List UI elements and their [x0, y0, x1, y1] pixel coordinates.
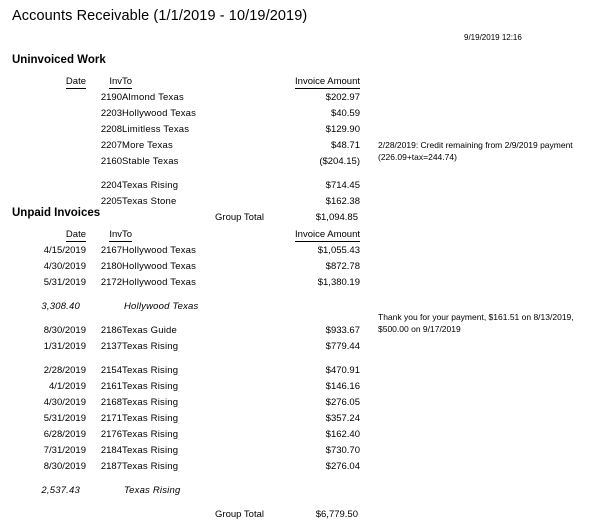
column-header-to: To	[122, 229, 133, 240]
cell-amount: $202.97	[325, 92, 360, 103]
cell-inv: 2187	[100, 461, 122, 472]
group-total-row	[12, 507, 360, 523]
group-total-label: Group Total	[215, 509, 264, 520]
subtotal-row-texas-rising	[12, 483, 360, 499]
column-header-date: Date	[65, 229, 86, 240]
cell-to: Stable Texas	[122, 156, 179, 167]
cell-to: Texas Rising	[122, 381, 179, 392]
cell-inv: 2172	[100, 277, 122, 288]
cell-date	[12, 122, 86, 138]
cell-to: Hollywood Texas	[122, 277, 197, 288]
cell-amount: $276.05	[325, 397, 360, 408]
report-timestamp: 9/19/2019 12:16	[464, 33, 522, 42]
cell-amount: $933.67	[325, 325, 360, 336]
cell-inv: 2190	[100, 92, 122, 103]
table-row	[12, 443, 360, 459]
cell-amount: $162.40	[325, 429, 360, 440]
cell-to: Texas Rising	[122, 445, 179, 456]
cell-inv: 2160	[100, 156, 122, 167]
group-total-amount: $6,779.50	[315, 509, 358, 520]
cell-to: Texas Rising	[122, 413, 179, 424]
note-payment-thanks: Thank you for your payment, $161.51 on 8/13/2019, $500.00 on 9/17/2019	[378, 312, 574, 334]
cell-amount: $40.59	[330, 108, 360, 119]
cell-amount: $714.45	[325, 180, 360, 191]
cell-date: 8/30/2019	[43, 461, 86, 472]
table-row	[12, 178, 360, 194]
cell-inv: 2154	[100, 365, 122, 376]
table-row	[12, 90, 360, 106]
table-row	[12, 379, 360, 395]
cell-date: 5/31/2019	[43, 277, 86, 288]
cell-amount: $779.44	[325, 341, 360, 352]
table-row	[12, 106, 360, 122]
subtotal-value: 2,537.43	[41, 485, 80, 496]
cell-inv: 2167	[100, 245, 122, 256]
cell-inv: 2208	[100, 124, 122, 135]
cell-inv: 2161	[100, 381, 122, 392]
cell-inv: 2168	[100, 397, 122, 408]
cell-inv: 2207	[100, 140, 122, 151]
cell-date: 4/1/2019	[49, 381, 86, 392]
cell-amount: $162.38	[325, 196, 360, 207]
group-total-label: Group Total	[215, 212, 264, 223]
cell-amount: $146.16	[325, 381, 360, 392]
column-header-inv: Inv	[109, 229, 122, 240]
cell-date: 4/30/2019	[43, 397, 86, 408]
cell-amount: $470.91	[325, 365, 360, 376]
column-header-invoice-amount: Invoice Amount	[295, 229, 360, 240]
cell-inv: 2137	[100, 341, 122, 352]
spacer-row	[12, 291, 360, 299]
cell-amount: $129.90	[325, 124, 360, 135]
cell-to: Texas Rising	[122, 461, 179, 472]
cell-date: 7/31/2019	[43, 445, 86, 456]
table-row	[12, 122, 360, 138]
cell-amount: $730.70	[325, 445, 360, 456]
cell-to: Texas Rising	[122, 341, 179, 352]
column-header-inv: Inv	[109, 76, 122, 87]
section-heading-uninvoiced-work: Uninvoiced Work	[12, 54, 106, 66]
cell-date	[12, 138, 86, 154]
table-row	[12, 138, 360, 154]
group-total-amount: $1,094.85	[315, 212, 358, 223]
cell-to: Hollywood Texas	[122, 261, 197, 272]
note-credit-remaining: 2/28/2019: Credit remaining from 2/9/2019 payment (226.09+tax=244.74)	[378, 140, 573, 162]
column-header-to: To	[122, 76, 133, 87]
subtotal-label: Hollywood Texas	[124, 301, 199, 312]
cell-date: 4/30/2019	[43, 261, 86, 272]
table-row	[12, 243, 360, 259]
cell-to: Hollywood Texas	[122, 245, 197, 256]
cell-amount: $872.78	[325, 261, 360, 272]
cell-date: 4/15/2019	[43, 245, 86, 256]
cell-to: Almond Texas	[122, 92, 184, 103]
cell-date	[12, 178, 86, 194]
cell-date: 1/31/2019	[43, 341, 86, 352]
spacer-row	[12, 475, 360, 483]
cell-to: Limitless Texas	[122, 124, 190, 135]
subtotal-label: Texas Rising	[124, 485, 181, 496]
cell-inv: 2180	[100, 261, 122, 272]
spacer-row	[12, 315, 360, 323]
table-row	[12, 275, 360, 291]
cell-date	[12, 106, 86, 122]
cell-amount: $357.24	[325, 413, 360, 424]
cell-date: 5/31/2019	[43, 413, 86, 424]
table-row	[12, 411, 360, 427]
cell-to: Texas Rising	[122, 429, 179, 440]
cell-amount: $276.04	[325, 461, 360, 472]
cell-to: Texas Stone	[122, 196, 177, 207]
table-row	[12, 363, 360, 379]
table-row	[12, 427, 360, 443]
spacer-row	[12, 170, 360, 178]
unpaid-invoices-table	[12, 227, 360, 523]
spacer-row	[12, 499, 360, 507]
table-row	[12, 323, 360, 339]
column-header-invoice-amount: Invoice Amount	[295, 76, 360, 87]
cell-to: Texas Rising	[122, 397, 179, 408]
cell-date	[12, 154, 86, 170]
cell-inv: 2205	[100, 196, 122, 207]
spacer-row	[12, 355, 360, 363]
cell-inv: 2186	[100, 325, 122, 336]
cell-to: Hollywood Texas	[122, 108, 197, 119]
subtotal-value: 3,308.40	[41, 301, 80, 312]
cell-date: 2/28/2019	[43, 365, 86, 376]
table-row	[12, 154, 360, 170]
column-header-date: Date	[65, 76, 86, 87]
page-title: Accounts Receivable (1/1/2019 - 10/19/2019)	[12, 8, 308, 24]
cell-inv: 2184	[100, 445, 122, 456]
cell-to: Texas Guide	[122, 325, 178, 336]
cell-amount: $1,055.43	[317, 245, 360, 256]
table-row	[12, 339, 360, 355]
table-header-row	[12, 74, 360, 90]
cell-date	[12, 90, 86, 106]
cell-date: 8/30/2019	[43, 325, 86, 336]
cell-inv: 2203	[100, 108, 122, 119]
uninvoiced-work-table	[12, 74, 360, 226]
section-heading-unpaid-invoices: Unpaid Invoices	[12, 207, 101, 219]
cell-amount: $48.71	[330, 140, 360, 151]
cell-inv: 2176	[100, 429, 122, 440]
cell-to: More Texas	[122, 140, 173, 151]
cell-to: Texas Rising	[122, 180, 179, 191]
table-row	[12, 459, 360, 475]
table-header-row	[12, 227, 360, 243]
table-row	[12, 259, 360, 275]
cell-inv: 2204	[100, 180, 122, 191]
cell-to: Texas Rising	[122, 365, 179, 376]
cell-date: 6/28/2019	[43, 429, 86, 440]
cell-inv: 2171	[100, 413, 122, 424]
table-row	[12, 395, 360, 411]
cell-amount: ($204.15)	[319, 156, 360, 167]
subtotal-row-hollywood-texas	[12, 299, 360, 315]
cell-amount: $1,380.19	[317, 277, 360, 288]
